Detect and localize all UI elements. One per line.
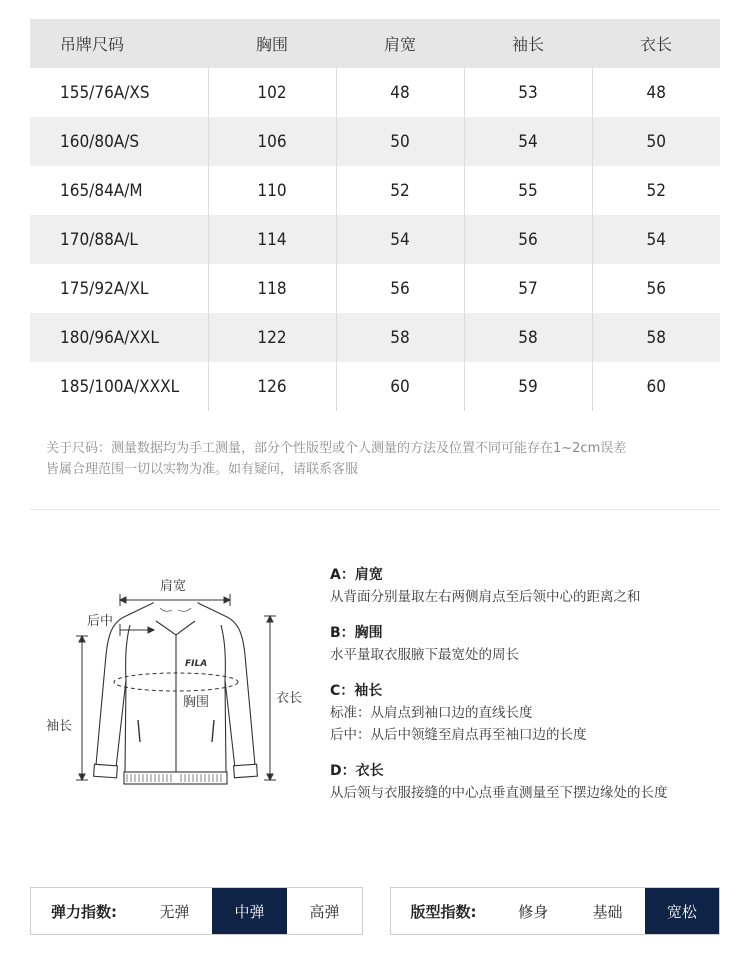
sleeve-cell: 57 (464, 264, 592, 313)
table-row (30, 117, 720, 166)
definition-title: A：肩宽 (330, 567, 383, 583)
definition-title: C：袖长 (330, 683, 383, 699)
elasticity-index (30, 887, 363, 935)
size-table (30, 19, 720, 411)
sleeve-cell: 53 (464, 68, 592, 117)
tag-size-cell: 155/76A/XS (60, 82, 150, 103)
tag-size-cell: 170/88A/L (30, 215, 208, 264)
sleeve-cell: 59 (464, 362, 592, 411)
sleeve-cell: 56 (464, 215, 592, 264)
note-line-1: 关于尺码：测量数据均为手工测量，部分个性版型或个人测量的方法及位置不同可能存在1~2cm误差 (46, 441, 627, 456)
tag-size-cell: 175/92A/XL (60, 278, 149, 299)
fit-title: 版型指数: (410, 902, 477, 921)
table-row (30, 313, 720, 362)
definition-chest (330, 622, 730, 666)
length-measure (264, 616, 276, 780)
tag-size-cell: 185/100A/XXXL (60, 376, 180, 397)
sleeve-cell: 58 (464, 313, 592, 362)
chest-cell: 122 (208, 313, 336, 362)
elasticity-title: 弹力指数: (51, 902, 117, 921)
sleeve-measure (76, 636, 88, 780)
length-label: 衣长 (276, 691, 303, 706)
definition-shoulder (330, 564, 730, 608)
shoulder-cell: 48 (336, 68, 464, 117)
shoulder-cell: 52 (336, 166, 464, 215)
chest-cell: 126 (208, 362, 336, 411)
size-table-header-row (30, 19, 720, 68)
chest-cell: 114 (208, 215, 336, 264)
definition-sleeve (330, 680, 730, 746)
shoulder-cell: 56 (336, 264, 464, 313)
elasticity-option-medium[interactable]: 中弹 (212, 888, 287, 934)
table-row (30, 264, 720, 313)
length-cell: 60 (592, 362, 720, 411)
chest-cell: 106 (208, 117, 336, 166)
fit-index (390, 887, 720, 935)
brand-logo: FILA (185, 659, 208, 669)
header-sleeve: 袖长 (464, 19, 592, 68)
table-row (30, 362, 720, 411)
shoulder-cell: 60 (336, 362, 464, 411)
measurement-note (46, 438, 726, 480)
chest-cell: 118 (208, 264, 336, 313)
chest-cell: 110 (208, 166, 336, 215)
table-row (30, 68, 720, 117)
back-center-label: 后中 (87, 614, 114, 629)
header-tag-size: 吊牌尺码 (30, 19, 208, 68)
header-chest: 胸围 (208, 19, 336, 68)
length-cell: 48 (592, 68, 720, 117)
measurement-definitions (330, 564, 730, 814)
sleeve-cell: 55 (464, 166, 592, 215)
note-line-2: 皆属合理范围一切以实物为准。如有疑问，请联系客服 (46, 462, 359, 477)
shoulder-label: 肩宽 (160, 579, 187, 594)
elasticity-option-high[interactable]: 高弹 (309, 902, 340, 921)
shoulder-cell: 54 (336, 215, 464, 264)
definition-text: 标准：从肩点到袖口边的直线长度 (330, 705, 533, 721)
header-shoulder: 肩宽 (336, 19, 464, 68)
chest-label: 胸围 (183, 695, 210, 710)
shoulder-cell: 50 (336, 117, 464, 166)
definition-text: 后中：从后中领缝至肩点再至袖口边的长度 (330, 727, 587, 743)
sleeve-label: 袖长 (46, 719, 73, 734)
definition-length (330, 760, 730, 804)
definition-text: 水平量取衣服腋下最宽处的周长 (330, 647, 519, 663)
length-cell: 58 (592, 313, 720, 362)
fit-option-loose[interactable]: 宽松 (645, 888, 719, 934)
length-cell: 52 (592, 166, 720, 215)
length-cell: 56 (592, 264, 720, 313)
fit-option-regular[interactable]: 基础 (592, 902, 623, 921)
length-cell: 50 (592, 117, 720, 166)
definition-text: 从后领与衣服接缝的中心点垂直测量至下摆边缘处的长度 (330, 785, 668, 801)
tag-size-cell: 180/96A/XXL (30, 313, 208, 362)
chest-cell: 102 (208, 68, 336, 117)
definition-text: 从背面分别量取左右两侧肩点至后领中心的距离之和 (330, 589, 641, 605)
jacket-illustration (30, 560, 320, 810)
definition-title: D：衣长 (330, 763, 384, 779)
definition-title: B：胸围 (330, 625, 383, 641)
tag-size-cell: 160/80A/S (30, 117, 208, 166)
elasticity-option-none[interactable]: 无弹 (159, 902, 190, 921)
shoulder-cell: 58 (336, 313, 464, 362)
table-row (30, 166, 720, 215)
divider (30, 509, 720, 510)
header-length: 衣长 (592, 19, 720, 68)
tag-size-cell: 165/84A/M (60, 180, 143, 201)
jacket-diagram (30, 560, 320, 810)
table-row (30, 215, 720, 264)
length-cell: 54 (592, 215, 720, 264)
sleeve-cell: 54 (464, 117, 592, 166)
fit-option-slim[interactable]: 修身 (518, 902, 549, 921)
